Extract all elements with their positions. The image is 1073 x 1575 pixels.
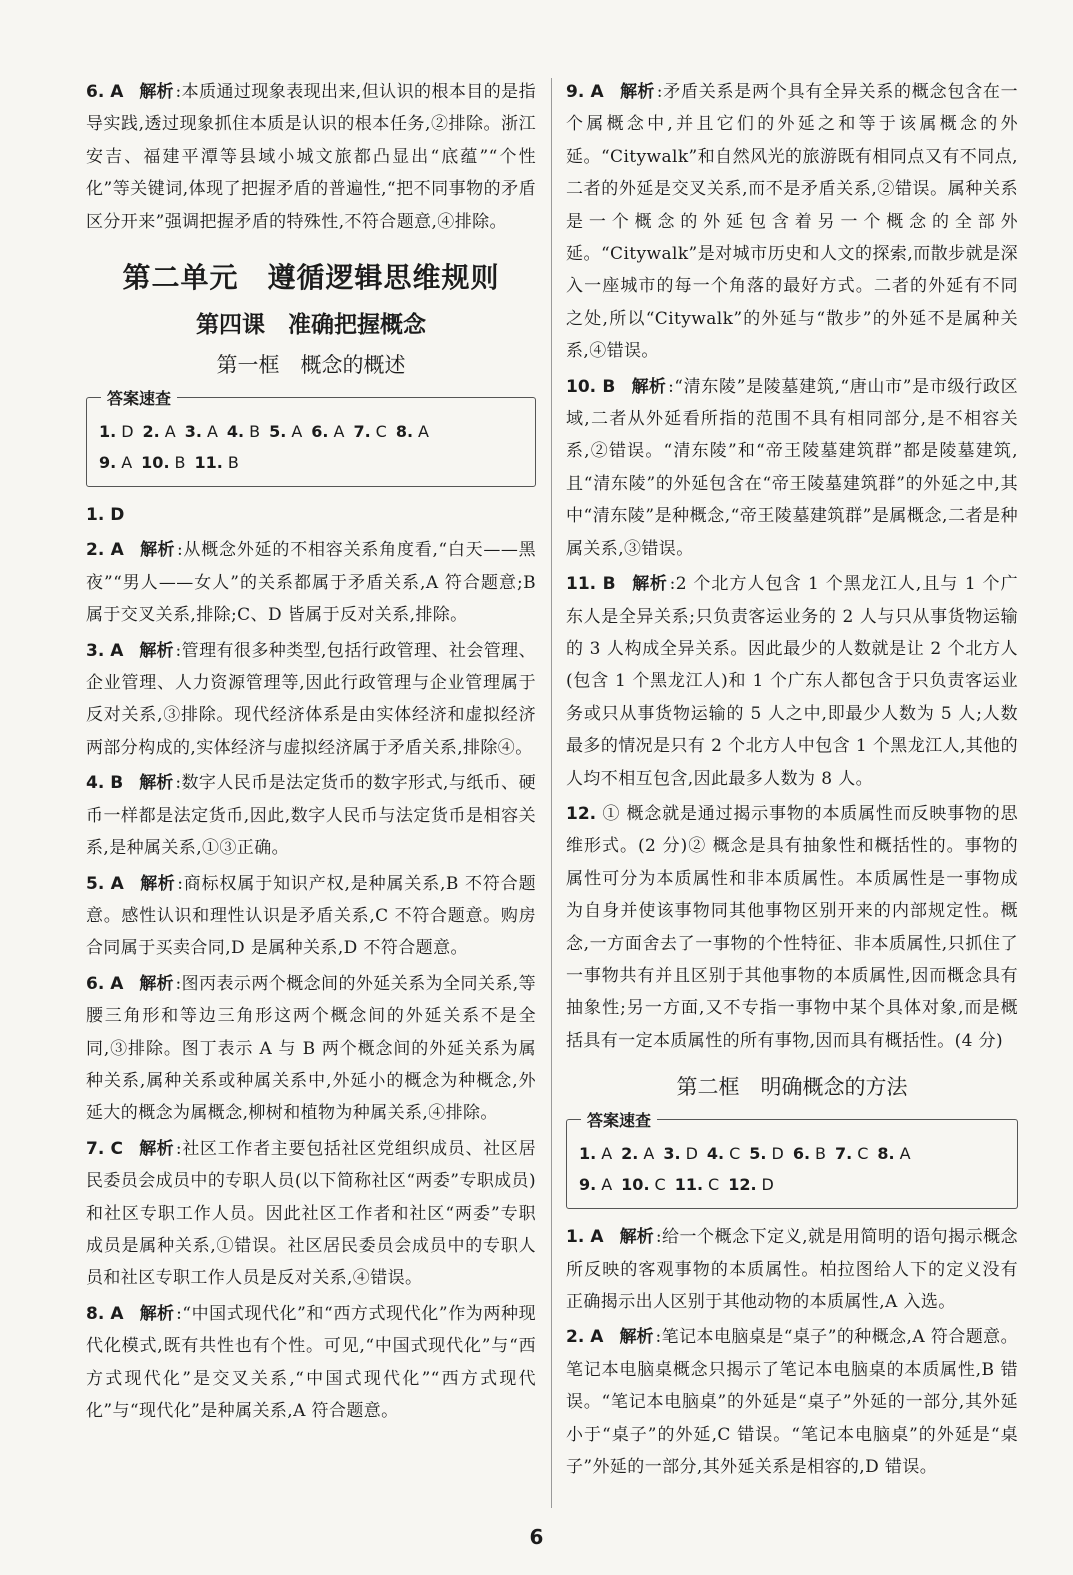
answer-list bbox=[566, 1221, 1018, 1483]
answer-key-choice: B bbox=[815, 1144, 827, 1164]
answer-key-choice: C bbox=[654, 1175, 666, 1195]
answer-key-choice: C bbox=[375, 422, 387, 442]
answer-key-choice: C bbox=[857, 1144, 869, 1164]
answer-key-item bbox=[728, 1175, 774, 1194]
analysis-text: :社区工作者主要包括社区党组织成员、社区居民委员会成员中的专职人员(以下简称社区“两委”专职成员)和社区专职工作人员。因此社区工作者和社区“两委”专职成员是属种关系,①错误。社区居民委员会成员中的专职人员和社区专职工作人员是反对关系,④错误。 bbox=[86, 1138, 536, 1289]
answer-key-number: 9. bbox=[99, 453, 117, 473]
answer-key-choice: C bbox=[729, 1144, 741, 1164]
answer-key-item bbox=[749, 1144, 784, 1163]
answer-key-item bbox=[675, 1175, 720, 1194]
analysis-tag: 解析 bbox=[139, 1303, 175, 1324]
analysis-text: :从概念外延的不相容关系角度看,“白天——黑夜”“男人——女人”的关系都属于矛盾关系,A 符合题意;B 属于交叉关系,排除;C、D 皆属于反对关系,排除。 bbox=[86, 540, 537, 626]
answer-key-item bbox=[99, 453, 132, 472]
answer-key-item bbox=[195, 453, 239, 472]
item-number: 8. A bbox=[86, 1303, 124, 1324]
item-number: 6. A bbox=[86, 973, 124, 994]
frame-title: 第一框 概念的概述 bbox=[216, 353, 406, 378]
answer-key-item bbox=[227, 422, 260, 441]
answer-item bbox=[566, 568, 1018, 795]
answer-key-number: 4. bbox=[226, 422, 245, 442]
analysis-tag: 解析 bbox=[139, 540, 175, 561]
answer-key-item bbox=[621, 1175, 666, 1194]
page-number: 6 bbox=[529, 1525, 544, 1549]
answer-key-number: 3. bbox=[663, 1144, 681, 1164]
analysis-tag: 解析 bbox=[139, 973, 174, 994]
answer-item bbox=[566, 371, 1018, 565]
answer-key-number: 3. bbox=[184, 422, 202, 442]
analysis-text: :矛盾关系是两个具有全异关系的概念包含在一个属概念中,并且它们的外延之和等于该属概念的外延。“Citywalk”和自然风光的旅游既有相同点又有不同点,二者的外延是交叉关系,而不是矛盾关系,②错误。属种关系是一个概念的外延包含着另一个概念的全部外延。“Citywalk”是对城市历史和人文的探索,而散步就是深入一座城市的每一个角落的最好方式。二者的外延有不同之处,所以“Citywalk”的外延与“散步”的外延不是属种关系,④错误。 bbox=[566, 82, 1018, 362]
analysis-text: :2 个北方人包含 1 个黑龙江人,且与 1 个广东人是全异关系;只负责客运业务的 2 人与只从事货物运输的 3 人构成全异关系。因此最少的人数就是让 2 个北方人(包含 1 个黑龙江人)和 1 个广东人都包含于只负责客运业务或只从事货物运输的 5 人之中,即最少人数为 5 人;人数最多的情况是只有 2 个北方人中包含 1 个黑龙江人,其他的人均不相互包含,因此最多人数为 8 人。 bbox=[566, 574, 1019, 789]
answer-key-number: 6. bbox=[311, 422, 329, 442]
analysis-tag: 解析 bbox=[619, 1227, 654, 1248]
answer-key-box bbox=[86, 389, 536, 487]
item-number: 2. A bbox=[566, 1327, 604, 1348]
answer-key-item bbox=[99, 422, 134, 441]
answer-key-item bbox=[877, 1144, 910, 1163]
analysis-tag: 解析 bbox=[631, 574, 668, 595]
analysis-text: :给一个概念下定义,就是用简明的语句揭示概念所反映的客观事物的本质属性。柏拉图给人下的定义没有正确揭示出人区别于其他动物的本质属性,A 入选。 bbox=[566, 1227, 1019, 1312]
answer-key-item bbox=[141, 453, 185, 472]
answer-item bbox=[566, 76, 1018, 368]
analysis-text: :数字人民币是法定货币的数字形式,与纸币、硬币一样都是法定货币,因此,数字人民币与法定货币是相容关系,是种属关系,①③正确。 bbox=[86, 773, 536, 859]
lesson-title: 第四课 准确把握概念 bbox=[196, 312, 426, 339]
answer-key-choice: D bbox=[761, 1175, 774, 1195]
answer-key-number: 8. bbox=[877, 1144, 895, 1164]
item-number: 2. A bbox=[86, 540, 124, 561]
answer-item bbox=[86, 499, 536, 531]
answer-key-item bbox=[269, 422, 302, 441]
answer-key-number: 11. bbox=[674, 1175, 704, 1195]
answer-key-number: 5. bbox=[749, 1144, 767, 1164]
answer-item bbox=[566, 1221, 1018, 1318]
answer-key-item bbox=[621, 1144, 654, 1163]
right-column bbox=[566, 76, 1018, 1486]
answer-key-number: 7. bbox=[353, 422, 371, 442]
answer-item bbox=[86, 767, 536, 864]
answer-key-choice: B bbox=[174, 453, 186, 473]
item-number: 1. D bbox=[86, 505, 125, 526]
answer-key-number: 1. bbox=[579, 1144, 597, 1164]
answer-key-choice: A bbox=[601, 1144, 613, 1164]
answer-key-number: 4. bbox=[706, 1144, 725, 1164]
analysis-text: :图丙表示两个概念间的外延关系为全同关系,等腰三角形和等边三角形这两个概念间的外延关系不是全同,③排除。图丁表示 A 与 B 两个概念间的外延关系为属种关系,属种关系或种属关系中,外延小的概念为种概念,外延大的概念为属概念,柳树和植物为种属关系,④排除。 bbox=[86, 973, 536, 1124]
answer-key-item bbox=[707, 1144, 740, 1163]
answer-key-number: 9. bbox=[579, 1175, 597, 1195]
answer-key-choice: A bbox=[164, 422, 176, 442]
answer-key-item bbox=[663, 1144, 698, 1163]
answer-key-choice: A bbox=[601, 1175, 613, 1195]
answer-key-choice: C bbox=[708, 1175, 720, 1195]
answer-key-choice: D bbox=[771, 1144, 784, 1164]
item-number: 1. A bbox=[566, 1227, 604, 1248]
analysis-text: :商标权属于知识产权,是种属关系,B 不符合题意。感性认识和理性认识是矛盾关系,C 不符合题意。购房合同属于买卖合同,D 是属种关系,D 不符合题意。 bbox=[86, 873, 536, 959]
answer-key-choice: A bbox=[333, 422, 345, 442]
answer-key-choice: B bbox=[249, 422, 261, 442]
answer-key-number: 1. bbox=[99, 422, 117, 442]
answer-key-item bbox=[311, 422, 344, 441]
answer-key-item bbox=[353, 422, 386, 441]
answer-item bbox=[86, 1298, 536, 1428]
analysis-tag: 解析 bbox=[631, 376, 667, 397]
analysis-text: :本质通过现象表现出来,但认识的根本目的是指导实践,透过现象抓住本质是认识的根本任务,②排除。浙江安吉、福建平潭等县域小城文旅都凸显出“底蕴”“个性化”等关键词,体现了把握矛盾的普遍性,“把不同事物的矛盾区分开来”强调把握矛盾的特殊性,不符合题意,④排除。 bbox=[86, 82, 536, 232]
answer-key-item bbox=[185, 422, 218, 441]
analysis-tag: 解析 bbox=[619, 1327, 654, 1348]
item-number: 6. A bbox=[86, 82, 124, 102]
analysis-tag: 解析 bbox=[619, 82, 655, 102]
answer-list bbox=[566, 76, 1018, 1057]
answer-key-title: 答案速查 bbox=[101, 386, 177, 409]
item-number: 9. A bbox=[566, 82, 604, 102]
answer-item bbox=[566, 1321, 1018, 1483]
answer-list bbox=[86, 499, 536, 1427]
item-number: 10. B bbox=[566, 376, 616, 397]
answer-key-item bbox=[793, 1144, 826, 1163]
answer-item bbox=[86, 635, 536, 765]
answer-item bbox=[86, 968, 536, 1130]
answer-key-choice: A bbox=[418, 422, 429, 442]
answer-key-choice: A bbox=[206, 422, 218, 442]
answer-key-item bbox=[143, 422, 176, 441]
answer-key-box bbox=[566, 1111, 1018, 1209]
answer-key-number: 5. bbox=[269, 422, 287, 442]
answer-key-line bbox=[579, 1138, 1005, 1169]
analysis-tag: 解析 bbox=[139, 640, 174, 661]
answer-item bbox=[86, 1133, 536, 1295]
answer-key-item bbox=[579, 1175, 612, 1194]
answer-key-number: 10. bbox=[141, 453, 170, 473]
answer-key-choice: D bbox=[121, 422, 134, 442]
answer-key-choice: A bbox=[291, 422, 303, 442]
answer-item bbox=[86, 534, 536, 631]
analysis-tag: 解析 bbox=[139, 873, 176, 894]
item-number: 4. B bbox=[86, 773, 124, 794]
item-number: 3. A bbox=[86, 640, 124, 661]
answer-key-number: 11. bbox=[194, 453, 223, 473]
answer-key-number: 8. bbox=[395, 422, 414, 442]
item-number: 7. C bbox=[86, 1138, 123, 1159]
analysis-text: :笔记本电脑桌是“桌子”的种概念,A 符合题意。笔记本电脑桌概念只揭示了笔记本电脑桌的本质属性,B 错误。“笔记本电脑桌”的外延是“桌子”外延的一部分,其外延小于“桌子”的外延,C 错误。“笔记本电脑桌”的外延是“桌子”外延的一部分,其外延关系是相容的,D 错误。 bbox=[566, 1327, 1019, 1478]
analysis-text: :“中国式现代化”和“西方式现代化”作为两种现代化模式,既有共性也有个性。可见,“中国式现代化”与“西方式现代化”是交叉关系,“中国式现代化”“西方式现代化”与“现代化”是种属关系,A 符合题意。 bbox=[86, 1303, 536, 1421]
answer-key-item bbox=[835, 1144, 868, 1163]
answer-key-item bbox=[396, 422, 429, 441]
answer-key-number: 10. bbox=[621, 1175, 650, 1195]
question-6-prev bbox=[86, 76, 536, 238]
unit-title: 第二单元 遵循逻辑思维规则 bbox=[122, 261, 500, 295]
answer-item bbox=[566, 798, 1018, 1057]
answer-key-title: 答案速查 bbox=[581, 1108, 657, 1131]
item-number: 11. B bbox=[566, 574, 616, 595]
answer-key-choice: A bbox=[643, 1144, 655, 1164]
answer-key-choice: A bbox=[121, 453, 133, 473]
answer-key-number: 6. bbox=[792, 1144, 811, 1164]
answer-key-choice: D bbox=[685, 1144, 698, 1164]
column-divider bbox=[551, 78, 552, 1508]
answer-key-choice: B bbox=[227, 453, 239, 473]
answer-key-line bbox=[579, 1169, 1005, 1200]
answer-key-item bbox=[579, 1144, 612, 1163]
item-number: 5. A bbox=[86, 873, 124, 894]
answer-key-choice: A bbox=[899, 1144, 911, 1164]
answer-key-line bbox=[99, 416, 523, 447]
analysis-text: :管理有很多种类型,包括行政管理、社会管理、企业管理、人力资源管理等,因此行政管理与企业管理属于反对关系,③排除。现代经济体系是由实体经济和虚拟经济两部分构成的,实体经济与虚拟经济属于矛盾关系,排除④。 bbox=[86, 640, 536, 758]
answer-key-number: 12. bbox=[728, 1175, 757, 1195]
frame-title: 第二框 明确概念的方法 bbox=[676, 1075, 908, 1100]
item-number: 12. bbox=[566, 803, 597, 824]
analysis-tag: 解析 bbox=[139, 773, 174, 794]
analysis-text: ① 概念就是通过揭示事物的本质属性而反映事物的思维形式。(2 分)② 概念是具有抽象性和概括性的。事物的属性可分为本质属性和非本质属性。本质属性是一事物成为自身并使该事物同其他事物区别开来的内部规定性。概念,一方面舍去了一事物的个性特征、非本质属性,只抓住了一事物共有并且区别于其他事物的本质属性,因而概念具有抽象性;另一方面,又不专指一事物中某个具体对象,而是概括具有一定本质属性的所有事物,因而具有概括性。(4 分) bbox=[566, 803, 1018, 1051]
answer-item bbox=[86, 868, 536, 965]
analysis-tag: 解析 bbox=[139, 82, 174, 102]
answer-key-number: 7. bbox=[835, 1144, 853, 1164]
analysis-tag: 解析 bbox=[138, 1138, 174, 1159]
answer-key-number: 2. bbox=[621, 1144, 639, 1164]
analysis-text: :“清东陵”是陵墓建筑,“唐山市”是市级行政区域,二者从外延看所指的范围不具有相同部分,是不相容关系,②错误。“清东陵”和“帝王陵墓建筑群”都是陵墓建筑,且“清东陵”的外延包含在“帝王陵墓建筑群”的外延之中,其中“清东陵”是种概念,“帝王陵墓建筑群”是属概念,二者是种属关系,③错误。 bbox=[566, 376, 1018, 559]
answer-key-number: 2. bbox=[142, 422, 160, 442]
answer-key-line bbox=[99, 447, 523, 478]
left-column bbox=[86, 76, 536, 1430]
